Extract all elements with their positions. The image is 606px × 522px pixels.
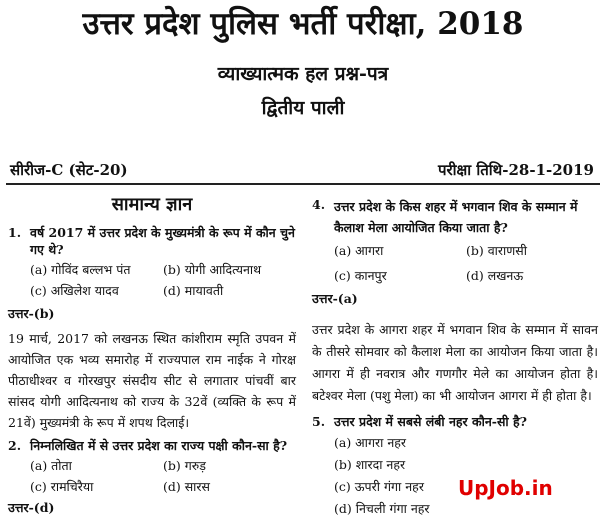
options-grid bbox=[8, 457, 296, 495]
question-number: 2. bbox=[8, 438, 22, 453]
answer-label-cut: उत्तर-(d) bbox=[8, 500, 55, 515]
option-d: (d) निचली गंगा नहर bbox=[334, 501, 430, 516]
option-c: (c) कानपुर bbox=[334, 268, 387, 283]
question-number: 4. bbox=[312, 197, 326, 212]
left-column bbox=[8, 192, 296, 516]
option-d: (d) सारस bbox=[163, 479, 210, 494]
page-subtitle: व्याख्यात्मक हल प्रश्न-पत्र bbox=[217, 63, 389, 85]
option-b: (b) वाराणसी bbox=[466, 243, 527, 258]
question-1 bbox=[8, 224, 296, 433]
question-prompt: निम्नलिखित में से उत्तर प्रदेश का राज्य पक्षी कौन-सा है? bbox=[30, 438, 288, 453]
option-b: (b) योगी आदित्यनाथ bbox=[163, 262, 262, 277]
answer-label: उत्तर-(a) bbox=[312, 291, 358, 306]
option-b: (b) शारदा नहर bbox=[334, 457, 406, 472]
option-d: (d) लखनऊ bbox=[466, 268, 524, 283]
right-column bbox=[312, 196, 598, 522]
option-c: (c) ऊपरी गंगा नहर bbox=[334, 479, 424, 494]
explanation: 19 मार्च, 2017 को लखनऊ स्थित कांशीराम स्मृति उपवन में आयोजित एक भव्य समारोह में राज्यपाल राम नाईक ने गोरक्ष पीठाधीश्वर व गोरखपुर संसदीय सीट से लगातार पांचवीं बार सांसद योगी आदित्यनाथ को राज्य के 32वें (व्यक्ति के रूप में 21वें) मुख्यमंत्री के रूप में शपथ दिलाई। bbox=[8, 331, 296, 430]
option-a: (a) आगरा नहर bbox=[334, 435, 407, 450]
options-grid bbox=[312, 242, 598, 284]
header-divider bbox=[6, 183, 600, 185]
shift-label: द्वितीय पाली bbox=[261, 97, 345, 119]
answer-label: उत्तर-(b) bbox=[8, 306, 55, 321]
question-2 bbox=[8, 437, 296, 516]
series-label: सीरीज-C (सेट-20) bbox=[10, 161, 128, 179]
question-prompt: उत्तर प्रदेश में सबसे लंबी नहर कौन-सी है? bbox=[334, 414, 527, 429]
exam-date: परीक्षा तिथि-28-1-2019 bbox=[437, 161, 594, 179]
section-heading: सामान्य ज्ञान bbox=[111, 194, 193, 215]
option-d: (d) मायावती bbox=[163, 283, 224, 298]
question-prompt: वर्ष 2017 में उत्तर प्रदेश के मुख्यमंत्री के रूप में कौन चुने गए थे? bbox=[30, 225, 295, 257]
question-text bbox=[312, 196, 598, 238]
options-grid bbox=[8, 261, 296, 299]
question-prompt: उत्तर प्रदेश के किस शहर में भगवान शिव के सम्मान में कैलाश मेला आयोजित किया जाता है? bbox=[334, 199, 578, 235]
option-a: (a) तोता bbox=[30, 458, 72, 473]
explanation: उत्तर प्रदेश के आगरा शहर में भगवान शिव के सम्मान में सावन के तीसरे सोमवार को कैलाश मेला का आयोजन किया जाता है। आगरा में ही नवरात्र और गणगौर मेले का आयोजन होता है। बटेश्वर मेला (पशु मेला) का भी आयोजन आगरा में ही होता है। bbox=[312, 322, 598, 403]
option-c: (c) रामचिरैया bbox=[30, 479, 94, 494]
watermark-logo: UpJob.in bbox=[458, 476, 553, 500]
question-text bbox=[8, 224, 296, 258]
question-number: 5. bbox=[312, 414, 326, 429]
question-4 bbox=[312, 196, 598, 407]
question-5 bbox=[312, 413, 598, 517]
option-c: (c) अखिलेश यादव bbox=[30, 283, 119, 298]
options-list bbox=[312, 434, 598, 517]
option-b: (b) गरुड़ bbox=[163, 458, 206, 473]
question-number: 1. bbox=[8, 225, 22, 240]
question-text bbox=[8, 437, 296, 454]
question-text bbox=[312, 413, 598, 430]
option-a: (a) गोविंद बल्लभ पंत bbox=[30, 262, 131, 277]
option-a: (a) आगरा bbox=[334, 243, 384, 258]
page-title: उत्तर प्रदेश पुलिस भर्ती परीक्षा, 2018 bbox=[82, 6, 524, 42]
